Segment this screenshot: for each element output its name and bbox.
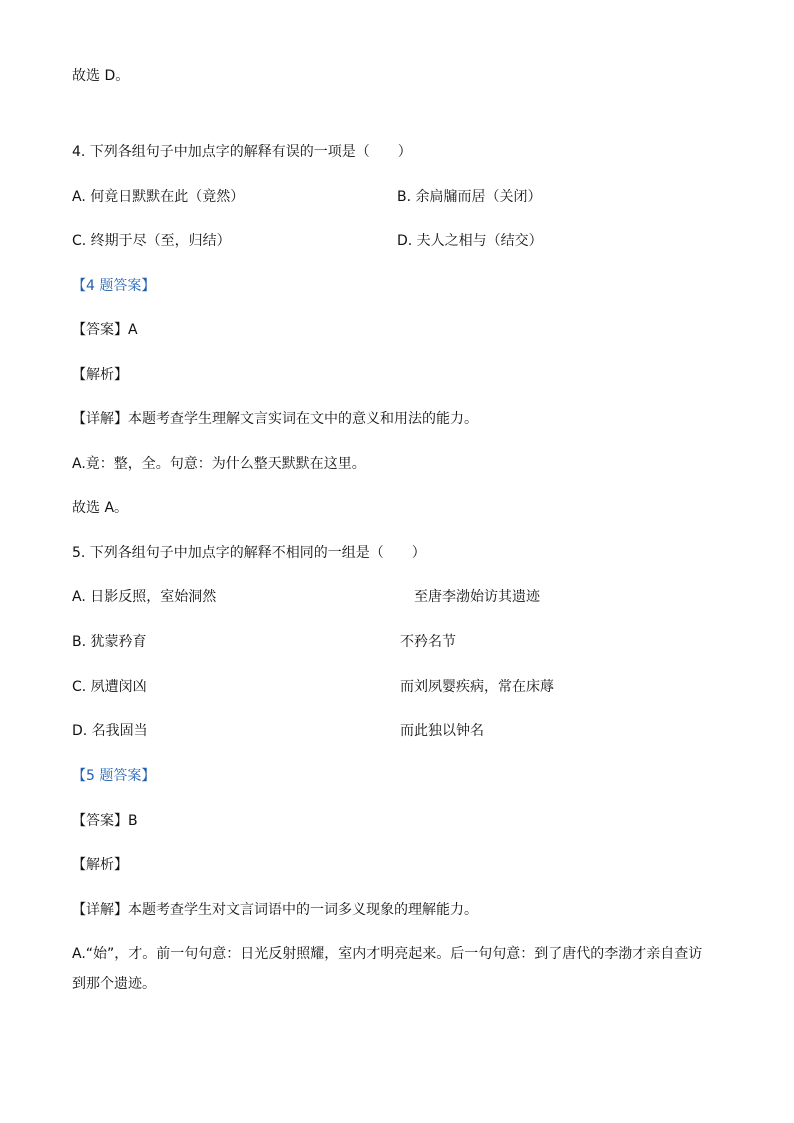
q4-option-d: D. 夫人之相与（结交） [397, 233, 543, 249]
q4-choice: 故选 A。 [72, 500, 129, 516]
q5-option-d-first: D. 名我固当 [72, 723, 148, 739]
q5-option-d-second: 而此独以钟名 [400, 723, 484, 739]
q4-analysis-label: 【解析】 [72, 367, 128, 383]
q5-stem: 5. 下列各组句子中加点字的解释不相同的一组是（ ） [72, 545, 426, 561]
q4-detail: 【详解】本题考查学生理解文言实词在文中的意义和用法的能力。 [72, 411, 478, 427]
q4-answer-header: 【4 题答案】 [72, 278, 156, 294]
previous-answer-choice: 故选 D。 [72, 68, 130, 84]
q4-detail-a: A.竟：整，全。句意：为什么整天默默在这里。 [72, 456, 366, 472]
q4-stem: 4. 下列各组句子中加点字的解释有误的一项是（ ） [72, 144, 412, 160]
q5-option-a-first: A. 日影反照，室始洞然 [72, 589, 217, 605]
q5-option-c-second: 而刘夙婴疾病，常在床蓐 [400, 679, 554, 695]
q5-option-b-first: B. 犹蒙矜育 [72, 634, 147, 650]
q4-option-a: A. 何竟日默默在此（竟然） [72, 189, 245, 205]
q4-option-c: C. 终期于尽（至，归结） [72, 233, 231, 249]
q4-answer: 【答案】A [72, 322, 138, 338]
q5-detail-a-line1: A.“始”，才。前一句句意：日光反射照耀，室内才明亮起来。后一句句意：到了唐代的李渤才亲自查访 [72, 946, 703, 962]
q5-option-c-first: C. 夙遭闵凶 [72, 679, 147, 695]
q4-option-b: B. 余扃牖而居（关闭） [397, 189, 542, 205]
q5-option-a-second: 至唐李渤始访其遗迹 [414, 589, 540, 605]
q5-detail-a-line2: 到那个遗迹。 [72, 976, 156, 992]
q5-option-b-second: 不矜名节 [400, 634, 456, 650]
q5-answer: 【答案】B [72, 813, 138, 829]
q5-answer-header: 【5 题答案】 [72, 768, 156, 784]
q5-analysis-label: 【解析】 [72, 857, 128, 873]
q5-detail: 【详解】本题考查学生对文言词语中的一词多义现象的理解能力。 [72, 902, 478, 918]
